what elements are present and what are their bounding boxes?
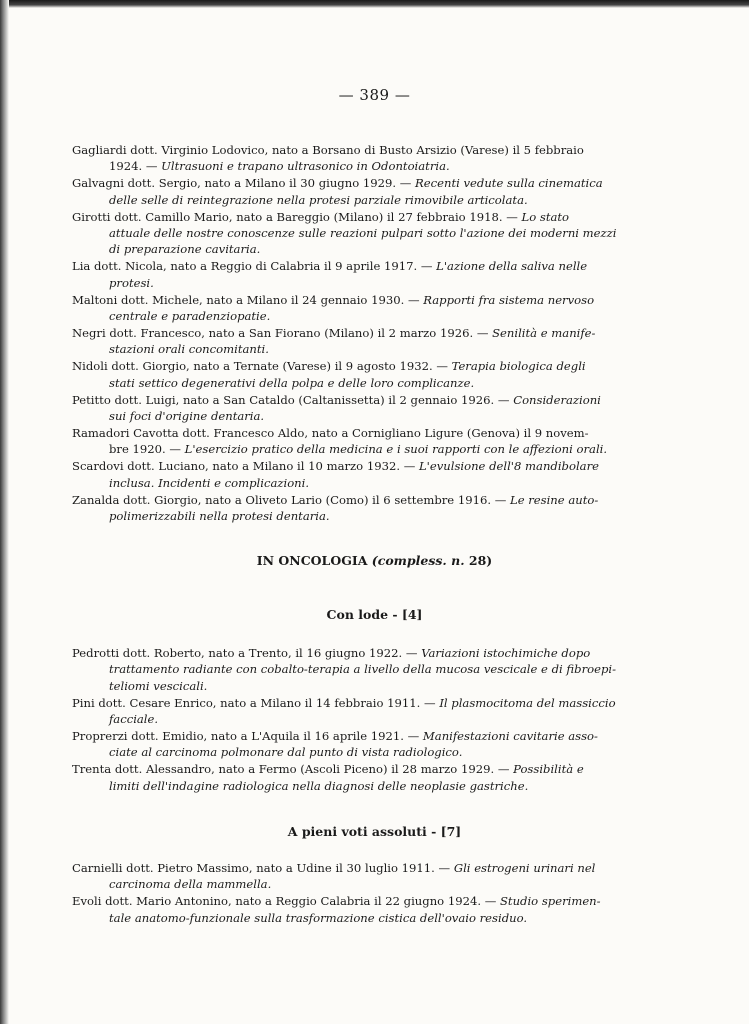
entry-title-start: Considerazioni [513, 392, 601, 407]
heading-main: IN ONCOLOGIA [256, 553, 372, 568]
list-item [72, 292, 618, 325]
scan-left-edge [0, 0, 9, 1024]
entry-title: limiti dell'indagine radiologica nella diagnosi delle neoplasie gastriche. [109, 778, 529, 793]
entry-cont: 1924. — [109, 159, 162, 174]
entries-block-pieni-voti [72, 860, 618, 927]
list-item [72, 645, 618, 694]
entry-lead: Gagliardi dott. Virginio Lodovico, nato a Borsano di Busto Arsizio (Varese) il 5 febbraio [72, 143, 584, 157]
entry-title-start: Manifestazioni cavitarie asso- [422, 729, 598, 744]
entry-title-start: Le resine auto- [510, 492, 599, 507]
entry-title-start: Terapia biologica degli [451, 359, 586, 374]
list-item [72, 175, 618, 208]
entry-lead: Carnielli dott. Pietro Massimo, nato a Udine il 30 luglio 1911. — [72, 861, 454, 875]
list-item [72, 492, 618, 525]
entry-lead: Evoli dott. Mario Antonino, nato a Reggio Calabria il 22 giugno 1924. — [72, 894, 500, 909]
entry-lead: Trenta dott. Alessandro, nato a Fermo (Ascoli Piceno) il 28 marzo 1929. — [72, 762, 514, 777]
entry-title-start: L'azione della saliva nelle [436, 259, 588, 274]
entry-title: L'esercizio pratico della medicina e i suoi rapporti con le affezioni orali. [184, 442, 608, 457]
entry-title-start: Lo stato [521, 209, 570, 224]
entry-title: stati settico degenerativi della polpa e delle loro complicanze. [109, 375, 475, 390]
entry-lead: Zanalda dott. Giorgio, nato a Oliveto Lario (Como) il 6 settembre 1916. — [72, 492, 510, 507]
list-item [72, 209, 618, 258]
entry-lead: Ramadori Cavotta dott. Francesco Aldo, nato a Corniglianо Ligure (Genova) il 9 novem- [72, 425, 589, 440]
entry-title-start: Possibilità e [513, 762, 584, 777]
entry-title: facciale. [109, 712, 159, 727]
entry-title-start: Studio sperimen- [499, 894, 601, 909]
list-item [72, 695, 618, 728]
list-item [72, 325, 618, 358]
entry-lead: Lia dott. Nicola, nato a Reggio di Calabria il 9 aprile 1917. — [72, 259, 437, 274]
entry-title: ciate al carcinoma polmonare dal punto di vista radiologico. [109, 745, 463, 760]
list-item [72, 258, 618, 291]
entry-title-start: Gli estrogeni urinari nel [453, 861, 596, 875]
entry-title: centrale e paradenziopatie. [109, 309, 271, 324]
entry-title-start: Variazioni istochimiche dopo [421, 646, 591, 660]
entry-cont: bre 1920. — [109, 442, 185, 457]
section-heading-oncologia [0, 553, 749, 568]
entry-lead: Girotti dott. Camillo Mario, nato a Bareggio (Milano) il 27 febbraio 1918. — [72, 209, 522, 224]
list-item [72, 392, 618, 425]
entry-lead: Nidoli dott. Giorgio, nato a Ternate (Varese) il 9 agosto 1932. — [72, 359, 452, 374]
heading-count: 28) [464, 553, 493, 568]
entry-lead: Petitto dott. Luigi, nato a San Cataldo (Caltanissetta) il 2 gennaio 1926. — [72, 392, 514, 407]
scan-top-edge [0, 0, 749, 8]
list-item [72, 893, 618, 926]
entry-title: trattamento radiante con cobalto-terapia a livello della mucosa vescicale e di fibroepi-teliomi vescicali. [109, 662, 617, 693]
list-item [72, 761, 618, 794]
list-item [72, 425, 618, 458]
entry-title: delle selle di reintegrazione nella protesi parziale rimovibile articolata. [109, 192, 528, 207]
entry-title: carcinoma della mammella. [109, 877, 272, 892]
page-number: — 389 — [338, 86, 411, 104]
entry-title-start: Il plasmocitoma del massiccio [439, 695, 616, 710]
entry-title-start: L'evulsione dell'8 mandibolare [418, 459, 599, 474]
entry-lead: Galvagni dott. Sergio, nato a Milano il 30 giugno 1929. — [72, 176, 416, 191]
entry-title: polimerizzabili nella protesi dentaria. [109, 508, 330, 523]
list-item [72, 860, 618, 893]
entry-lead: Pedrotti dott. Roberto, nato a Trento, il 16 giugno 1922. — [72, 646, 422, 660]
entry-lead: Proprerzi dott. Emidio, nato a L'Aquila il 16 aprile 1921. — [72, 729, 423, 744]
list-item [72, 728, 618, 761]
entry-title: tale anatomo-funzionale sulla trasformazione cistica dell'ovaio residuo. [109, 910, 528, 925]
entry-lead: Negri dott. Francesco, nato a San Fiorano (Milano) il 2 marzo 1926. — [72, 325, 493, 340]
entry-title: stazioni orali concomitanti. [109, 342, 269, 357]
subsection-heading-pieni-voti: A pieni voti assoluti - [7] [287, 824, 462, 839]
subsection-heading-con-lode: Con lode - [4] [326, 607, 423, 622]
entry-title-start: Rapporti fra sistema nervoso [423, 292, 595, 307]
entries-block-1 [72, 142, 618, 525]
list-item [72, 358, 618, 391]
entry-title-start: Senilità e manife- [492, 325, 596, 340]
entry-title: Ultrasuoni e trapano ultrasonico in Odontoiatria. [161, 159, 450, 174]
entry-lead: Pini dott. Cesare Enrico, nato a Milano il 14 febbraio 1911. — [72, 695, 440, 710]
list-item [72, 458, 618, 491]
entry-title: inclusa. Incidenti e complicazioni. [109, 475, 310, 490]
entry-title: attuale delle nostre conoscenze sulle reazioni pulpari sotto l'azione dei moderni mezzi di preparazione cavitaria. [109, 226, 617, 257]
entry-title: protesi. [109, 275, 154, 290]
heading-italic: (compless. n. [371, 553, 465, 568]
entry-title-start: Recenti vedute sulla cinematica [415, 176, 603, 191]
entries-block-con-lode [72, 645, 618, 795]
entry-lead: Scardovi dott. Luciano, nato a Milano il 10 marzo 1932. — [72, 459, 419, 474]
entry-title: sui foci d'origine dentaria. [109, 409, 265, 423]
entry-lead: Maltoni dott. Michele, nato a Milano il 24 gennaio 1930. — [72, 292, 424, 307]
list-item [72, 142, 618, 175]
